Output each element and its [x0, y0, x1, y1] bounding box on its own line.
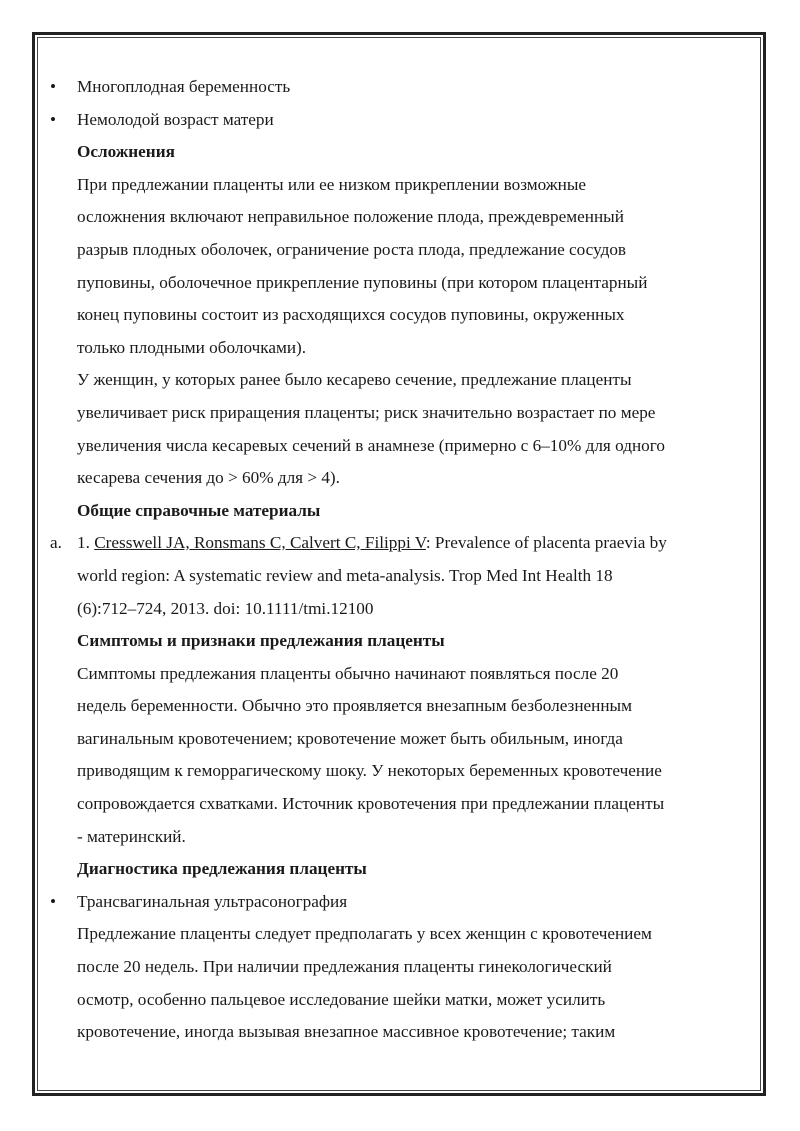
reference-line: (6):712–724, 2013. doi: 10.1111/tmi.12100	[77, 598, 374, 618]
list-item	[50, 886, 737, 919]
paragraph-line: Симптомы предлежания плаценты обычно начинают появляться после 20	[77, 663, 619, 683]
reference-line: world region: A systematic review and meta-analysis. Trop Med Int Health 18	[77, 565, 613, 585]
paragraph-line: увеличения числа кесаревых сечений в анамнезе (примерно с 6–10% для одного	[77, 435, 665, 455]
reference-title: : Prevalence of placenta praevia by	[425, 533, 667, 553]
complications-heading: Осложнения	[77, 142, 175, 162]
paragraph-line: - материнский.	[77, 826, 186, 846]
list-marker: a.	[50, 533, 62, 553]
paragraph-line: пуповины, оболочечное прикрепление пуповины (при котором плацентарный	[77, 272, 648, 292]
diagnosis-heading: Диагностика предлежания плаценты	[77, 859, 367, 879]
paragraph-line: вагинальным кровотечением; кровотечение может быть обильным, иногда	[77, 728, 623, 748]
paragraph-line: осмотр, особенно пальцевое исследование шейки матки, может усилить	[77, 989, 606, 1009]
risk-factor-text: Немолодой возраст матери	[77, 109, 274, 129]
paragraph-line: При предлежании плаценты или ее низком прикреплении возможные	[77, 174, 587, 194]
paragraph-line: приводящим к геморрагическому шоку. У некоторых беременных кровотечение	[77, 761, 662, 781]
bullet-icon: •	[50, 891, 57, 911]
paragraph-line: осложнения включают неправильное положение плода, преждевременный	[77, 207, 624, 227]
list-item	[50, 104, 737, 137]
document-body	[50, 71, 737, 1049]
paragraph-line: сопровождается схватками. Источник кровотечения при предлежании плаценты	[77, 794, 665, 814]
paragraph-line: разрыв плодных оболочек, ограничение роста плода, предлежание сосудов	[77, 239, 627, 259]
paragraph-line: кровотечение, иногда вызывая внезапное массивное кровотечение; таким	[77, 1022, 616, 1042]
paragraph-line: кесарева сечения до > 60% для > 4).	[77, 468, 340, 488]
reference-item	[50, 527, 737, 560]
diagnosis-method: Трансвагинальная ультрасонография	[77, 891, 348, 911]
bullet-icon: •	[50, 109, 57, 129]
references-heading: Общие справочные материалы	[77, 500, 321, 520]
list-item	[50, 71, 737, 104]
paragraph-line: недель беременности. Обычно это проявляется внезапным безболезненным	[77, 696, 632, 716]
paragraph-line: только плодными оболочками).	[77, 337, 307, 357]
reference-number: 1.	[77, 533, 90, 553]
paragraph-line: после 20 недель. При наличии предлежания плаценты гинекологический	[77, 957, 612, 977]
risk-factor-text: Многоплодная беременность	[77, 77, 291, 96]
bullet-icon: •	[50, 77, 57, 96]
reference-authors-link[interactable]: Cresswell JA, Ronsmans C, Calvert C, Filippi V	[94, 533, 426, 553]
symptoms-heading: Симптомы и признаки предлежания плаценты	[77, 631, 445, 651]
paragraph-line: Предлежание плаценты следует предполагать у всех женщин с кровотечением	[77, 924, 652, 944]
paragraph-line: конец пуповины состоит из расходящихся сосудов пуповины, окруженных	[77, 305, 625, 325]
paragraph-line: У женщин, у которых ранее было кесарево сечение, предлежание плаценты	[77, 370, 632, 390]
paragraph-line: увеличивает риск приращения плаценты; риск значительно возрастает по мере	[77, 402, 656, 422]
